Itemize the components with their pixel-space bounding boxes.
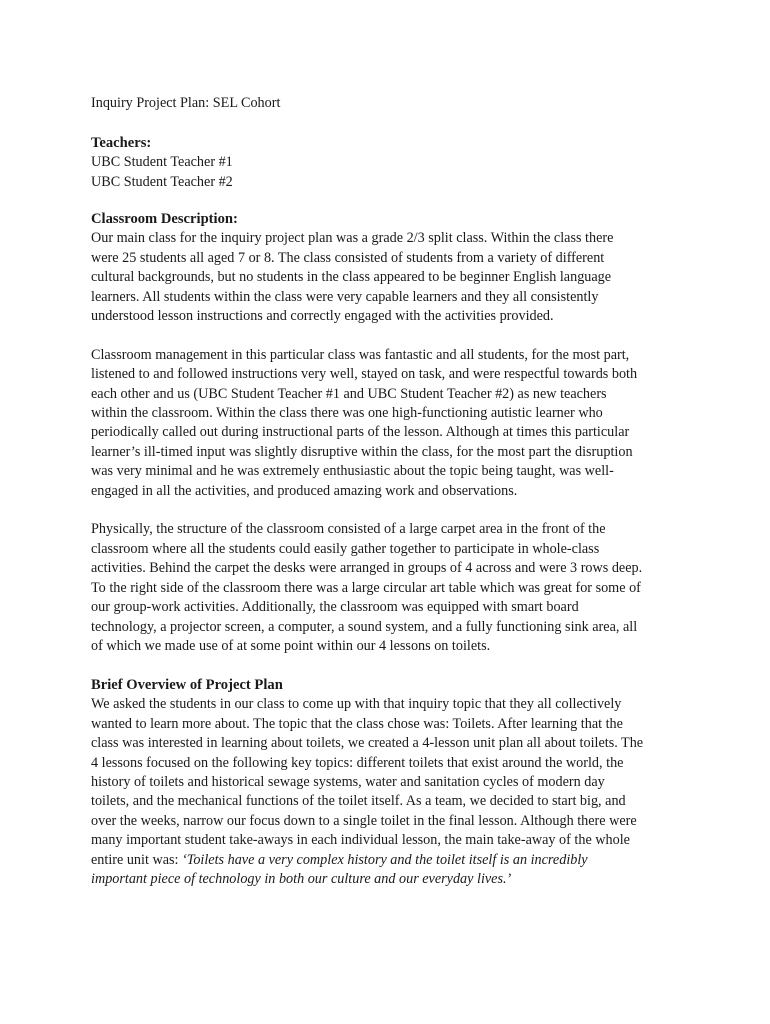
text-line: class was interested in learning about toilets, we created a 4-lesson unit plan all about toilets. The (91, 735, 644, 752)
teachers-heading: Teachers: (91, 135, 152, 151)
text-line: over the weeks, narrow our focus down to a single toilet in the final lesson. Although there were (91, 812, 637, 829)
text-line: periodically called out during instructional parts of the lesson. Although at times this particular (91, 424, 630, 441)
text-line: many important student take-aways in each individual lesson, the main take-away of the whole (91, 832, 630, 849)
text-line: each other and us (UBC Student Teacher #1 and UBC Student Teacher #2) as new teachers (91, 385, 607, 402)
classroom-paragraph-1 (91, 229, 691, 326)
text-line: Our main class for the inquiry project plan was a grade 2/3 split class. Within the class there (91, 230, 614, 247)
text-line: our group-work activities. Additionally, the classroom was equipped with smart board (91, 599, 579, 616)
text-line: Physically, the structure of the classroom consisted of a large carpet area in the front of the (91, 521, 606, 538)
text-line: history of toilets and historical sewage systems, water and sanitation cycles of modern day (91, 774, 605, 791)
classroom-section (91, 210, 691, 656)
classroom-heading: Classroom Description: (91, 211, 238, 227)
text-line: within the classroom. Within the class there was one high-functioning autistic learner who (91, 405, 603, 422)
teachers-section (91, 134, 691, 192)
text-line: learners. All students within the class were very capable learners and they all consistently (91, 288, 599, 305)
text-line: learner’s ill-timed input was slightly disruptive within the class, for the most part the disruption (91, 443, 633, 460)
key-takeaway-quote: ‘Toilets have a very complex history and the toilet itself is an incredibly (182, 851, 588, 868)
key-takeaway-quote-continued: important piece of technology in both our culture and our everyday lives.’ (91, 871, 512, 888)
line-prefix: entire unit was: (91, 851, 183, 868)
text-line: Classroom management in this particular class was fantastic and all students, for the most part, (91, 346, 630, 363)
text-line (91, 851, 691, 870)
document-title: Inquiry Project Plan: SEL Cohort (91, 95, 281, 111)
text-line: technology, a projector screen, a computer, a sound system, and a fully functioning sink area, all (91, 618, 638, 635)
text-line: To the right side of the classroom there was a large circular art table which was great for some of (91, 579, 641, 596)
overview-section (91, 676, 691, 889)
text-line: 4 lessons focused on the following key topics: different toilets that exist around the world, the (91, 754, 624, 771)
text-line: listened to and followed instructions very well, stayed on task, and were respectful towards both (91, 366, 638, 383)
text-line: engaged in all the activities, and produced amazing work and observations. (91, 482, 518, 499)
teacher-name: UBC Student Teacher #2 (91, 173, 233, 190)
text-line: was very minimal and he was extremely enthusiastic about the topic being taught, was well- (91, 463, 614, 480)
classroom-paragraph-2 (91, 346, 691, 501)
text-line: wanted to learn more about. The topic that the class chose was: Toilets. After learning that the (91, 715, 623, 732)
text-line: toilets, and the mechanical functions of the toilet itself. As a team, we decided to start big, and (91, 793, 626, 810)
text-line: understood lesson instructions and correctly engaged with the activities provided. (91, 308, 554, 325)
classroom-paragraph-3 (91, 520, 691, 656)
text-line: were 25 students all aged 7 or 8. The class consisted of students from a variety of different (91, 249, 605, 266)
text-line: cultural backgrounds, but no students in the class appeared to be beginner English language (91, 269, 612, 286)
overview-heading: Brief Overview of Project Plan (91, 677, 283, 693)
text-line: classroom where all the students could easily gather together to participate in whole-class (91, 540, 600, 557)
text-line: of which we made use of at some point within our 4 lessons on toilets. (91, 637, 491, 654)
text-line: We asked the students in our class to come up with that inquiry topic that they all collectively (91, 696, 622, 713)
text-line: activities. Behind the carpet the desks were arranged in groups of 4 across and were 3 rows deep. (91, 560, 643, 577)
teacher-name: UBC Student Teacher #1 (91, 154, 233, 171)
